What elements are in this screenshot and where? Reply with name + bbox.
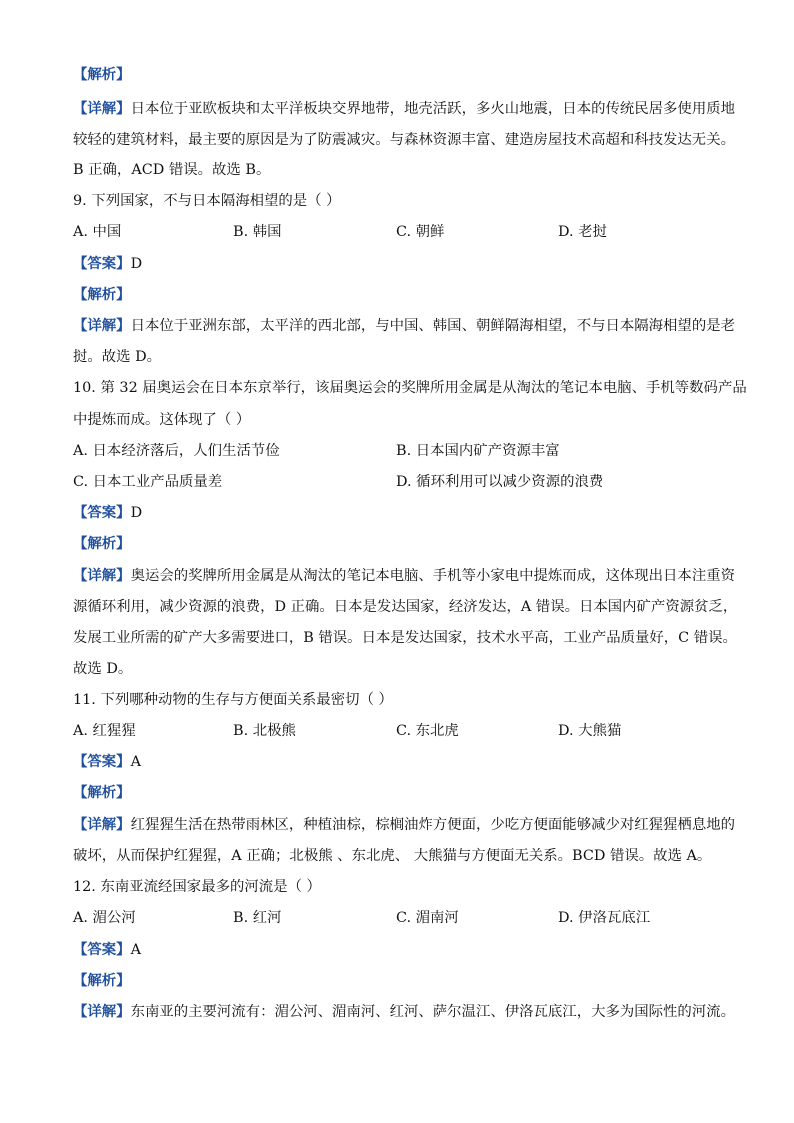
answer-value: D xyxy=(130,256,143,272)
option-c: C. 朝鲜 xyxy=(396,224,445,240)
detail-line: 发展工业所需的矿产大多需要进口，B 错误。日本是发达国家，技术水平高，工业产品质量好，C 错误。 xyxy=(73,630,737,646)
question-9: 9. 下列国家，不与日本隔海相望的是（ ） xyxy=(73,193,341,209)
answer-tag: 【答案】 xyxy=(73,255,131,272)
option-d: D. 循环利用可以减少资源的浪费 xyxy=(396,474,604,490)
answer-tag: 【答案】 xyxy=(73,504,131,521)
question-10-cont: 中提炼而成。这体现了（ ） xyxy=(73,412,251,428)
analysis-tag: 【解析】 xyxy=(73,66,131,83)
answer-value: A xyxy=(130,942,141,958)
question-11: 11. 下列哪种动物的生存与方便面关系最密切（ ） xyxy=(73,692,393,708)
option-a: A. 红猩猩 xyxy=(73,723,136,739)
option-a: A. 湄公河 xyxy=(73,910,136,926)
detail-line: 【详解】日本位于亚欧板块和太平洋板块交界地带，地壳活跃，多火山地震，日本的传统民居多使用质地 xyxy=(73,100,735,117)
option-b: B. 韩国 xyxy=(233,224,282,240)
detail-line: 【详解】日本位于亚洲东部，太平洋的西北部，与中国、韩国、朝鲜隔海相望，不与日本隔海相望的是老 xyxy=(73,317,735,334)
detail-line: 挝。故选 D。 xyxy=(73,349,162,365)
option-a: A. 日本经济落后，人们生活节俭 xyxy=(73,443,280,459)
detail-line: 源循环利用，减少资源的浪费，D 正确。日本是发达国家，经济发达，A 错误。日本国内矿产资源贫乏， xyxy=(73,599,738,615)
analysis-tag: 【解析】 xyxy=(73,535,131,552)
answer-tag: 【答案】 xyxy=(73,941,131,958)
analysis-tag: 【解析】 xyxy=(73,286,131,303)
option-d: D. 大熊猫 xyxy=(558,723,622,739)
option-a: A. 中国 xyxy=(73,224,122,240)
answer-value: D xyxy=(130,505,143,521)
answer-line xyxy=(73,752,141,772)
question-10: 10. 第 32 届奥运会在日本东京举行，该届奥运会的奖牌所用金属是从淘汰的笔记本电脑、手机等数码产品 xyxy=(73,380,747,396)
detail-line: 故选 D。 xyxy=(73,661,133,677)
option-b: B. 日本国内矿产资源丰富 xyxy=(396,443,560,459)
detail-line: 【详解】奥运会的奖牌所用金属是从淘汰的笔记本电脑、手机等小家电中提炼而成，这体现出日本注重资 xyxy=(73,567,735,584)
detail-tag: 【详解】 xyxy=(73,100,131,117)
detail-line: 【详解】东南亚的主要河流有：湄公河、湄南河、红河、萨尔温江、伊洛瓦底江，大多为国际性的河流。 xyxy=(73,1003,735,1020)
answer-line xyxy=(73,503,142,523)
question-12: 12. 东南亚流经国家最多的河流是（ ） xyxy=(73,879,321,895)
answer-value: A xyxy=(130,754,141,770)
detail-line: 破坏，从而保护红猩猩，A 正确；北极熊 、东北虎、 大熊猫与方便面无关系。BCD 错误。故选 A。 xyxy=(73,848,712,864)
option-c: C. 东北虎 xyxy=(396,723,459,739)
detail-tag: 【详解】 xyxy=(73,567,131,584)
detail-line: 【详解】红猩猩生活在热带雨林区，种植油棕，棕榈油炸方便面，少吃方便面能够减少对红猩猩栖息地的 xyxy=(73,816,735,833)
detail-line: B 正确，ACD 错误。故选 B。 xyxy=(73,162,271,178)
option-b: B. 红河 xyxy=(233,910,282,926)
analysis-tag: 【解析】 xyxy=(73,784,131,801)
option-d: D. 伊洛瓦底江 xyxy=(558,910,651,926)
detail-tag: 【详解】 xyxy=(73,1003,131,1020)
answer-line xyxy=(73,940,141,960)
detail-tag: 【详解】 xyxy=(73,317,131,334)
option-b: B. 北极熊 xyxy=(233,723,296,739)
option-c: C. 日本工业产品质量差 xyxy=(73,474,223,490)
option-d: D. 老挝 xyxy=(558,224,607,240)
detail-tag: 【详解】 xyxy=(73,816,131,833)
answer-tag: 【答案】 xyxy=(73,753,131,770)
answer-line xyxy=(73,254,142,274)
detail-line: 较轻的建筑材料，最主要的原因是为了防震减灾。与森林资源丰富、建造房屋技术高超和科技发达无关。 xyxy=(73,132,735,148)
analysis-tag: 【解析】 xyxy=(73,972,131,989)
option-c: C. 湄南河 xyxy=(396,910,459,926)
